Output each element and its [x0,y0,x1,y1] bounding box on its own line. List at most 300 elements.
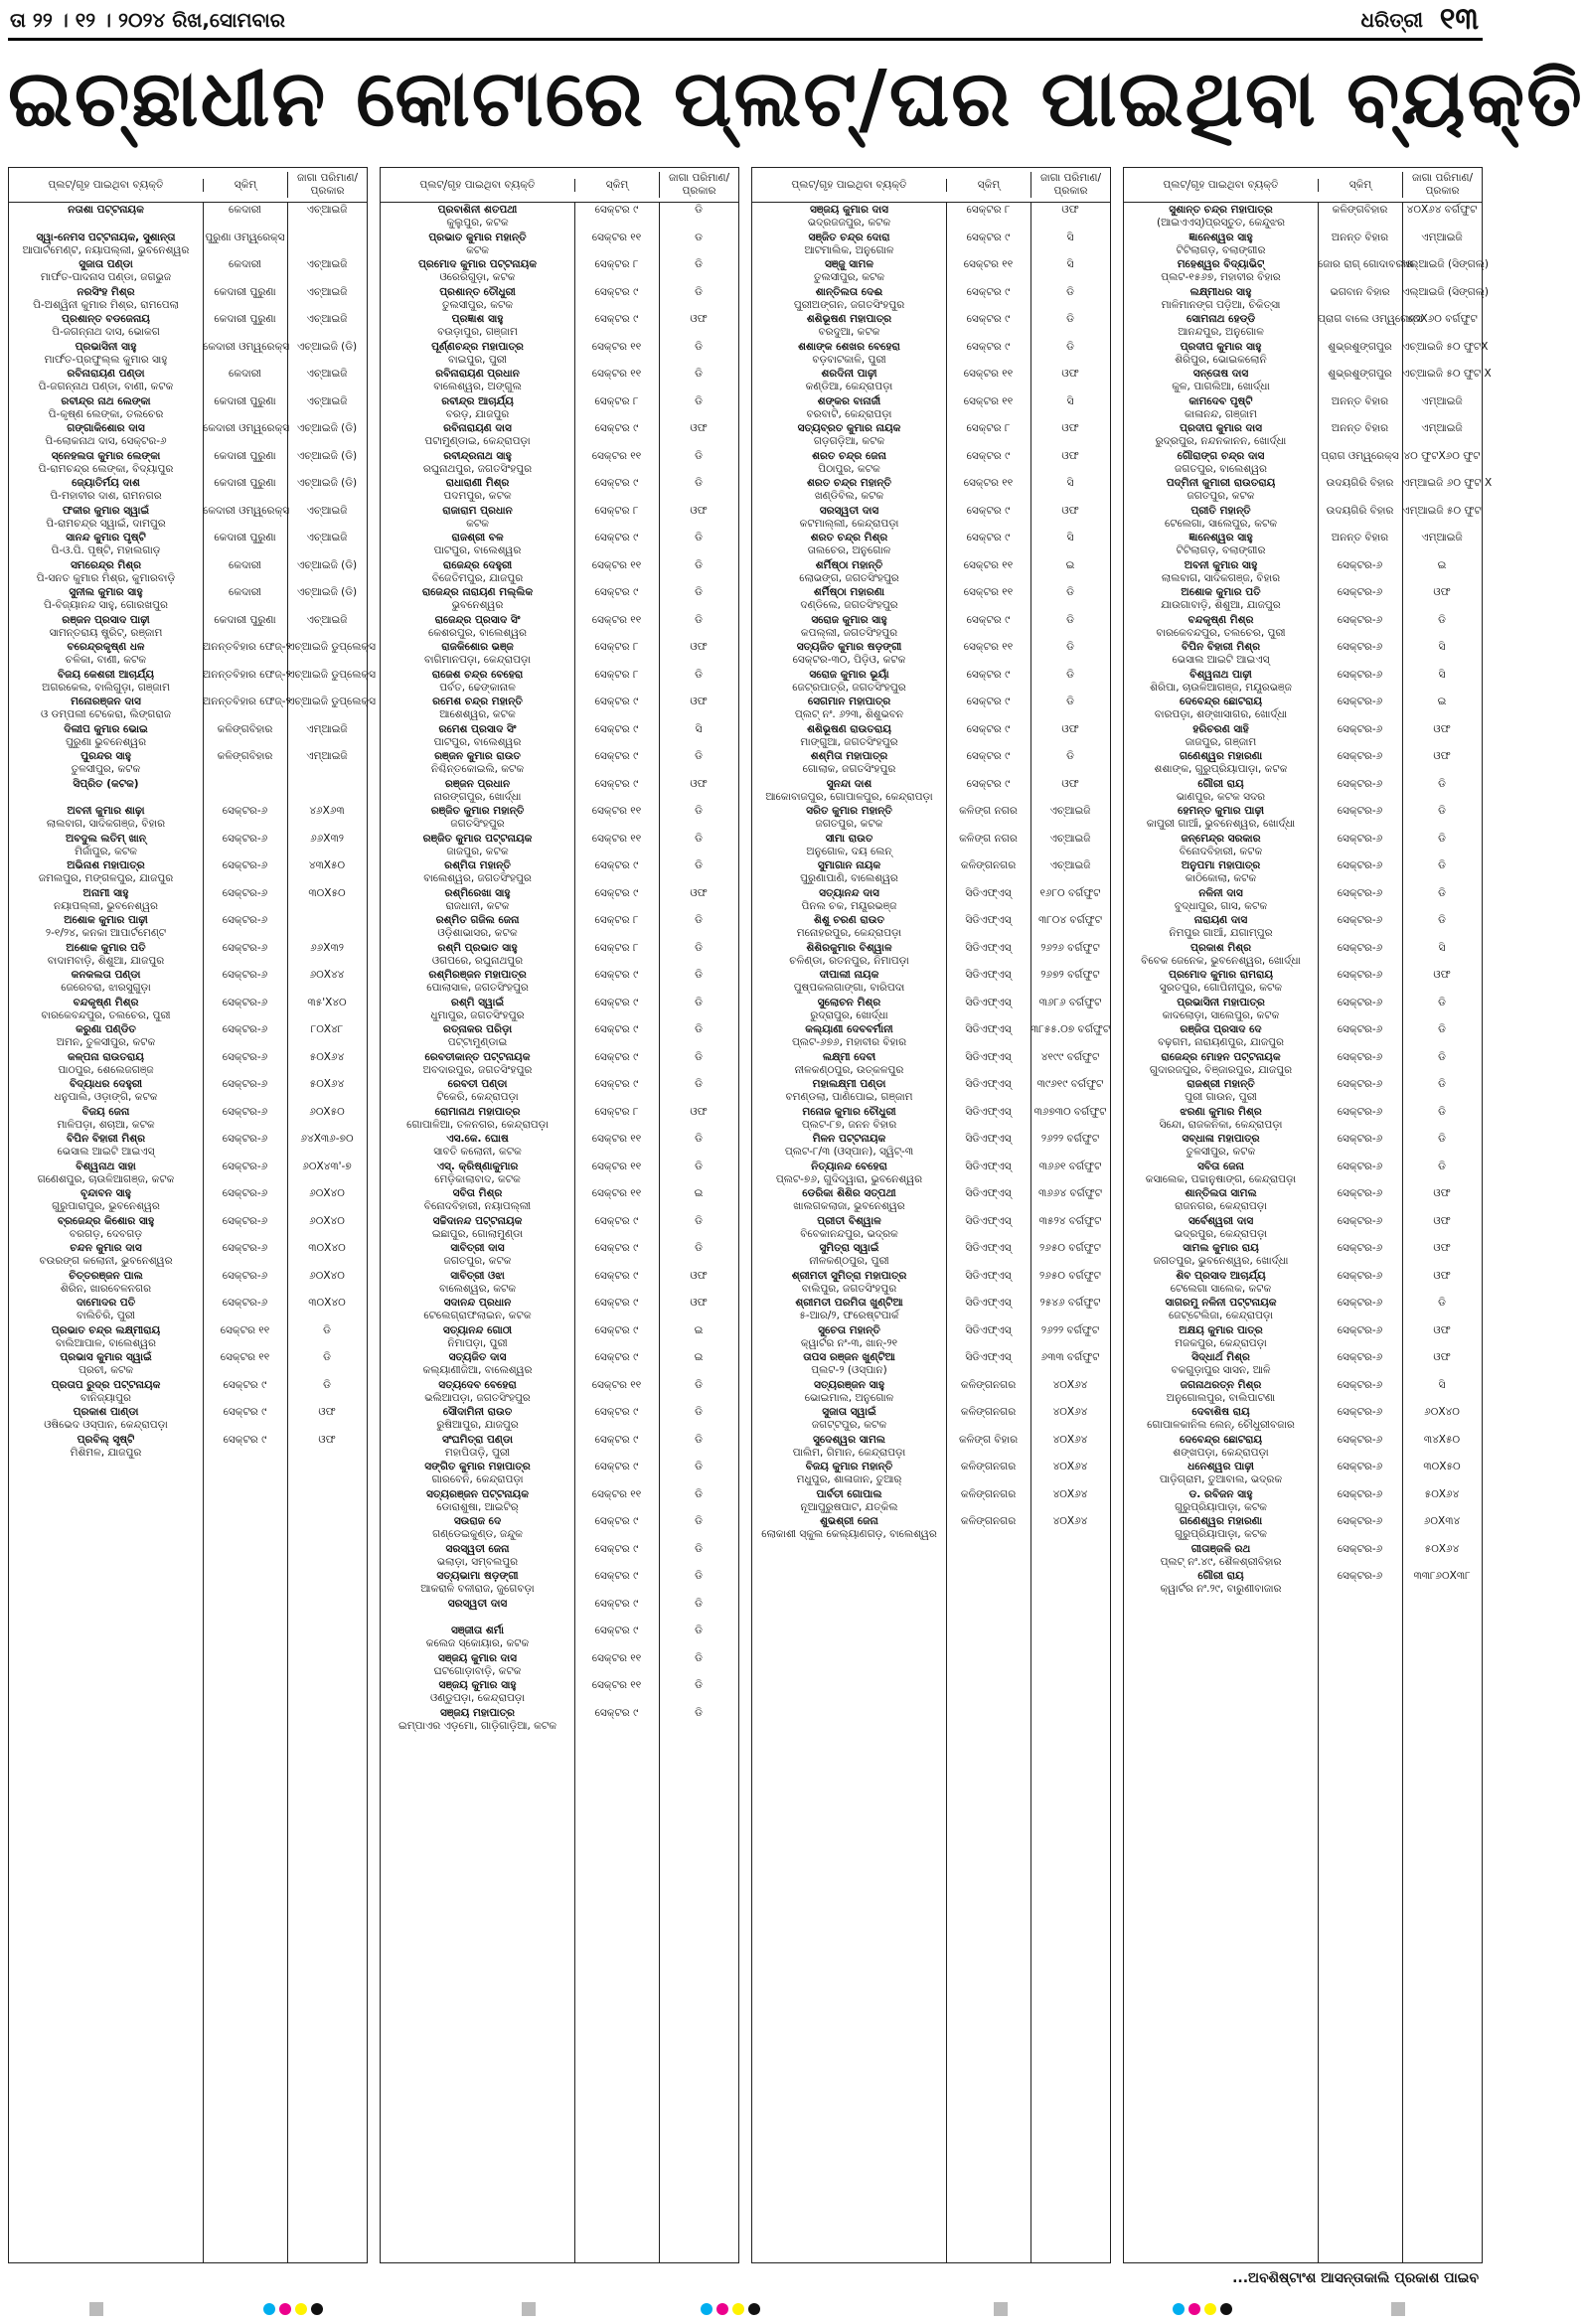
scheme-cell: କେଦାରୀ ଓମ୍ୱ୍ରେକ୍ସ [203,422,290,434]
allottee-name: ପ୍ରୀତୀ ବିଶ୍ୱାଳ [817,1214,881,1227]
allottee-address: ପୁଷ୍ପକଲଗାଙ୍ଗା, ବାରିପଦା [793,982,905,994]
scheme-cell: ସେକ୍ଟର-୬ [222,805,268,817]
scheme-cell: ସେକ୍ଟର-୬ [1337,1050,1383,1063]
allottee-name: ଗଙ୍ଗାକିଶୋର ଦାସ [67,422,145,434]
table-row [9,203,367,231]
black-dot [748,2303,760,2315]
allottee-name: ଶର୍ମିଷ୍ଠା ମହାନ୍ତି [815,558,883,571]
allottee-address: ଗୁରୁପ୍ରିୟାପାଡ଼ା, କଟକ [1175,1528,1267,1540]
plot-size-cell: ଏମ୍ଆଇଜି [306,750,348,762]
scheme-cell: କଳିଙ୍ଗ ନଗର [959,832,1018,845]
allottee-address: ବଉଡ଼ାପୁର, ଗଞ୍ଜାମ [437,326,518,338]
allottee-address: ବାଗିମାନପଡ଼ା, କେନ୍ଦ୍ରାପଡ଼ା [423,654,532,666]
table-row [1124,722,1482,750]
allottee-address: ପଟ୍ଟାମୁଣ୍ଡାଇ [447,1036,508,1048]
table-row [1124,1186,1482,1214]
table-row [752,531,1110,558]
plot-size-cell: ୪୦X୬୪ [1052,1515,1088,1527]
scheme-cell: ସେକ୍ଟର-୬ [1337,777,1383,790]
allottee-cell [9,558,203,585]
allottee-address: ବିଜେତିମପୁର, ଯାଜପୁର [431,571,524,584]
allottee-cell [9,476,203,503]
scheme-cell: ସେକ୍ଟର ୧୧ [591,558,642,571]
allottee-cell [9,668,203,695]
allottee-cell [381,1460,574,1486]
allottee-cell [9,449,203,476]
column-header [9,168,367,203]
scheme-cell: ସେକ୍ଟର ୯ [594,1023,639,1035]
allottee-cell [381,1105,574,1132]
scheme-cell: ସେକ୍ଟର ୧୧ [591,1187,642,1199]
allottee-name: ସରୋଜ କୁମାର ଭୂୟାଁ [809,668,889,681]
allottee-name: ସଞ୍ଜୟ କୁମାର ଦାସ [437,1651,518,1664]
allottee-cell [752,340,946,367]
plot-size-cell: ଡି [695,1133,703,1145]
allottee-address: ବିନୋଦବିହାରୀ, ନୟାପଲ୍ଲୀ [423,1200,532,1212]
allottee-name: ଅଶୋକ କୁମାର ପତି [66,941,146,954]
plot-size-cell: ଡି [695,996,703,1008]
allottee-name: ଏସ.କେ. ଘୋଷ [446,1133,509,1145]
plot-size-cell: ସି [1438,941,1446,954]
table-row [752,1296,1110,1323]
allottee-address: ବିବେକାନନ୍ଦପୁର, ଭଦ୍ରକ [800,1227,898,1240]
scheme-cell: ସିଡିଏଫ୍ଏସ୍ [965,1214,1012,1227]
allottee-cell [381,421,574,448]
plot-size-cell: ସି [1066,231,1074,243]
allottee-name: ରୋମାନାଥ ମହାପାତ୍ର [434,1105,521,1118]
scheme-cell: ସେକ୍ଟର ୮ [966,204,1011,216]
plot-size-cell: ଡି [1438,1078,1446,1090]
plot-size-cell: ୪୦X୬୦ ବର୍ଗଫୁଟ [1406,313,1478,325]
allottee-address: ବାଲିପୁର, ଜଗତସିଂହପୁର [801,1282,897,1295]
allottee-cell [9,804,203,831]
yellow-dot [1204,2303,1216,2315]
allottee-name: ସତ୍ୟଜିତ କୁମାର ଷଡ଼ଙ୍ଗୀ [796,641,902,653]
table-row [1124,1323,1482,1351]
scheme-cell: କେଦାରୀ ପୁରୁଣା [214,313,276,325]
allottee-address: ଆକୋବାଜପୁର, ଗୋପାଳପୁର, କେନ୍ଦ୍ରାପଡ଼ା [765,790,933,803]
allottee-address: ଇମ୍ପାଏର ଏଡ଼ମୋ, ଗାଡ଼ିଗାଡ଼ିଆ, କଟକ [398,1719,556,1732]
scheme-cell: ଉଦୟଗିରି ବିହାର [1326,477,1394,489]
plot-size-cell: ଡି [1438,914,1446,926]
table-row [1124,1077,1482,1105]
allottee-address: ଜଗଟ୍ଟପୁର, କଟକ [811,1419,887,1431]
allottee-address: ଆନନ୍ଦପୁର, ଅନୁଗୋଳ [1178,326,1264,338]
allottee-name: ଶରତ ଚନ୍ଦ୍ର ମହାନ୍ତି [806,477,891,489]
allottee-address: ନାରଙ୍ଗପୁର, ଖୋର୍ଦ୍ଧା [433,790,522,803]
allottee-address: ଇଛାପୁର, ଗୋଲାମୁଣ୍ଡା [431,1227,524,1240]
plot-size-cell: ଏଚ୍ଆଇଜି ଡୁପ୍ଲେକ୍ସ [287,641,376,653]
header-scheme: ସ୍କିମ୍ [946,179,1030,192]
allottee-cell [381,1050,574,1077]
allottee-cell [1124,1460,1318,1486]
plot-size-cell: ଏଚ୍ଆଇଜି [1049,859,1091,871]
allottee-name: କରୁଣା ପଣ୍ଡିତ [76,1023,136,1035]
table-row [1124,749,1482,777]
allottee-cell [381,1077,574,1104]
plot-size-cell: ଡି [1438,996,1446,1008]
allottee-address: ପାଟପୁର, ବାଲେଶ୍ୱର [433,735,522,748]
allottee-cell [1124,312,1318,339]
allottee-cell [9,531,203,557]
allottee-address: ୫-ଆର/୨, ଫରେଷ୍ଟପାର୍କ [799,1310,899,1321]
scheme-cell: ସେକ୍ଟର ୮ [594,941,639,954]
allottee-address: ନୂଆପୁରୁଷପାଟ, ଯତ୍କିଲ [800,1500,898,1513]
allottee-cell [752,1323,946,1350]
registration-marks-6 [1173,2301,1232,2317]
plot-size-cell: ଡି [1066,750,1074,762]
allottee-cell [752,1487,946,1514]
scheme-cell: ସେକ୍ଟର ୯ [594,696,639,707]
allottee-name: ସୁଶାନ୍ତ ଚନ୍ଦ୍ର ମହାପାତ୍ର [1169,204,1273,216]
plot-size-cell: ୩୮୦୪ ବର୍ଗଫୁଟ [1038,914,1102,926]
allottee-address: ଗୋଲାକ, ଜଗତସିଂହପୁର [802,763,896,775]
scheme-cell: ସିଡିଏଫ୍ଏସ୍ [965,1187,1012,1199]
table-row [381,1597,738,1625]
column-header [381,168,738,203]
allottee-name: ନତାଶା ପଟ୍ଟନାୟକ [68,204,144,216]
allottee-address: ତୁଲସୀପୁର, କଟକ [441,298,514,311]
allottee-name: ସବିତା ଜେନା [1197,1160,1244,1172]
table-row [752,394,1110,422]
table-row [381,340,738,368]
allottee-address: ଧନୁପାଲି, ଓଡ଼ାଙ୍ଗି, କଟକ [54,1091,158,1103]
table-row [9,613,367,641]
allottee-address: ରୁଷିଆପୁର, ଯାଜପୁର [436,1419,519,1431]
scheme-cell: ସେକ୍ଟର-୬ [1337,969,1383,981]
allottee-cell [752,1050,946,1077]
plot-size-cell: ୪୦X୬୪ [1052,1487,1088,1500]
allottee-cell [9,312,203,339]
table-row [1124,1350,1482,1378]
table-column-4 [1123,167,1493,2263]
allottee-address: ରାଜଧାନୀ, କଟକ [445,899,510,912]
table-row [1124,312,1482,340]
allottee-address: ପାଡ଼ିଗ୍ରାମ, ତୁଆବାଲ, ଭଦ୍ରକ [1159,1473,1283,1485]
allottee-address: ଖାଲଗକଲାଜା, ଭୁବନେଶ୍ୱର [793,1200,905,1212]
allottee-name: ଶିବ ପ୍ରସାଦ ଆଚାର୍ଯ୍ୟ [1176,1269,1266,1282]
column-header [1124,168,1482,203]
table-row [1124,1296,1482,1323]
table-body [752,203,1110,1542]
allottee-address: ବିନୋଦବିହାରୀ, କଟକ [1179,845,1263,857]
plot-size-cell: ସି [695,722,703,735]
allottee-cell [381,1624,574,1650]
allottee-address: ରୁଦ୍ରପୁର, ନନ୍ଦନକାନନ, ଖୋର୍ଦ୍ଧା [1155,435,1287,447]
table-row [1124,203,1482,231]
table-row [752,1269,1110,1297]
scheme-cell: ସେକ୍ଟର ୮ [594,668,639,681]
allottee-address: ଭୋଇମାଲ, ଅନୁଗୋଳ [804,1391,894,1404]
allottee-address: ଲୋଭଙ୍ଗ, ଜଗତସିଂହପୁର [799,571,899,584]
plot-size-cell: ୩୫୨୪ ବର୍ଗଫୁଟ [1038,1214,1102,1227]
allottee-address: କୁଳ, ପାଗଲିଆ, ଖୋର୍ଦ୍ଧା [1172,381,1270,392]
allottee-cell [752,1514,946,1541]
allottee-cell [381,558,574,585]
allottee-cell [1124,585,1318,612]
allottee-address: ପ୍ଲଟ-୬୭୬, ମହାବୀର ବିହାର [791,1036,907,1048]
table-row [752,257,1110,285]
table-row [752,858,1110,886]
allottee-name: ବିଶ୍ୱନାଥ ପାଢ଼ୀ [1189,668,1252,681]
scheme-cell: ସେକ୍ଟର-୬ [1337,558,1383,571]
plot-size-cell: ଡି [695,805,703,817]
plot-size-cell: ଏଚ୍ଆଇଜି (ଡି) [296,558,358,571]
table-row [9,1323,367,1351]
allottee-cell [1124,1269,1318,1296]
allottee-name: ପ୍ରଶାନ୍ତ ବଡଜେନାୟ [62,313,150,325]
allottee-address: ଭଦ୍ରଜଜପୁର, କଟକ [807,217,891,229]
table-row [381,476,738,504]
allottee-name: ଜ୍ୟୋତିର୍ମୟ ଦାଶ [72,477,140,489]
plot-size-cell: ୪୦X୬୪ ବର୍ଗଫୁଟ [1406,204,1478,216]
table-row [381,531,738,558]
scheme-cell: ସେକ୍ଟର-୬ [1337,1487,1383,1500]
table-row [1124,1514,1482,1542]
allottee-address: ପ୍ଲଟ-୨ (ଓସ୍ପାନ) [811,1364,887,1376]
allottee-address: ଚଳିଣ୍ଡା, ରତନପୁର, ନିମାପଡ଼ା [789,954,909,967]
plot-size-cell: ୬୦X୪୦ [1424,1406,1460,1418]
scheme-cell: କଳିଙ୍ଗନଗର [960,1487,1017,1500]
allottee-name: ପ୍ରୀତି ମହାନ୍ତି [1190,504,1251,517]
allottee-address: ଅଗରକେଲ, ବାଲିଗୁଡ଼ା, ଗଞ୍ଜାମ [42,681,170,694]
table-row [381,1241,738,1269]
scheme-cell: କେଦାରୀ ପୁରୁଣା [214,285,276,298]
allottee-address: ଭେସାଲ ଆଇଟି ଆଇଏସ୍ [1172,654,1270,666]
allottee-name: ବିଶ୍ୱନାଥ ସାହା [76,1160,136,1172]
allottee-cell [1124,285,1318,312]
allottee-cell [381,1405,574,1432]
scheme-cell: ସେକ୍ଟର ୯ [966,340,1011,353]
allottee-cell [752,1405,946,1432]
scheme-cell: ସେକ୍ଟର ୧୧ [591,1160,642,1172]
plot-size-cell: ଇ [1437,696,1447,707]
scheme-cell: ସିଡିଏଫ୍ଏସ୍ [965,1133,1012,1145]
allottee-cell [752,1160,946,1186]
scheme-cell: ସେକ୍ଟର ୯ [594,777,639,790]
allottee-address: ଓଣ୍ଡୁପଡ଼ା, କେନ୍ଦ୍ରାପଡ଼ା [430,1692,525,1704]
scheme-cell: ସେକ୍ଟର-୬ [1337,1570,1383,1582]
allottee-cell [381,968,574,995]
allottee-cell [381,585,574,612]
header-scheme: ସ୍କିମ୍ [574,179,659,192]
plot-size-cell: ଡି [1438,1297,1446,1309]
scheme-cell: ସେକ୍ଟର-୬ [1337,1160,1383,1172]
allottee-cell [752,858,946,885]
allottee-cell [9,285,203,312]
table-row [381,421,738,449]
allottee-address: ଶିରିପୁର, ଭୋଇକଲୋନି [1175,353,1267,366]
table-row [1124,1022,1482,1050]
allottee-address: ବରଡ଼, ଯାଜପୁର [445,407,510,420]
header-scheme: ସ୍କିମ୍ [203,179,287,192]
allottee-cell [752,1378,946,1405]
scheme-cell: ସେକ୍ଟର-୬ [1337,914,1383,926]
allottee-address: ଜେଟ୍ଟେଲିଜା, କେନ୍ଦ୍ରାପଡ଼ା [1168,1310,1274,1321]
allottee-cell [381,1433,574,1460]
scheme-cell: ସେକ୍ଟର ୧୧ [963,394,1014,407]
allottee-address: ଓଗପରେ, ରଘୁନାଥପୁର [431,954,524,967]
table-row [752,421,1110,449]
plot-size-cell: ଏମ୍ଆଇଜି [1421,422,1463,434]
allottee-address: ସେକ୍ଟର-୩୦, ପିଡ଼ିଓ, କଟକ [792,654,906,666]
allottee-cell [381,504,574,531]
allottee-name: ଶରତ ଚନ୍ଦ୍ର ଜେନା [812,449,886,462]
allottee-name: ଡ. ରବିଜନ ସାହୁ [1188,1487,1253,1500]
allottee-name: ଶରତ ଚନ୍ଦ୍ର ମିଶ୍ର [810,532,888,543]
allottee-address: ତାଲଚେର, ଅନୁଗୋଳ [807,544,891,556]
allottee-cell [381,1378,574,1405]
scheme-cell: କଳିଙ୍ଗ ନଗର [959,805,1018,817]
scheme-cell: ସିଡିଏଫ୍ଏସ୍ [965,1078,1012,1090]
scheme-cell: ସେକ୍ଟର-୬ [1337,1351,1383,1363]
allottee-cell [9,1378,203,1405]
scheme-cell: ସେକ୍ଟର-୬ [222,886,268,899]
table-row [1124,421,1482,449]
registration-square [994,2302,1008,2316]
allottee-name: ରବୀନ୍ଦ୍ରନାଥ ସାହୁ [443,449,512,462]
scheme-cell: ସିଡିଏଫ୍ଏସ୍ [965,1050,1012,1063]
scheme-cell: କେଦାରୀ ଓମ୍ୱ୍ରେକ୍ସ [203,504,290,517]
allottee-name: ଶିଶିରକୁମାର ବିଶ୍ୱାଳ [806,941,892,954]
table-row [752,695,1110,722]
newspaper-name: ଧରିତ୍ରୀ [1360,8,1423,32]
allottee-name: ସଞ୍ଜୟ କୁମାର ସାହୁ [438,1679,517,1691]
table-row [381,203,738,231]
allottee-cell [1124,231,1318,257]
scheme-cell: ପୁରୁଣା ଓମ୍ୱ୍ରେକ୍ସ [205,231,285,243]
allottee-name: ସୁମାଗାନ ନାୟକ [817,859,881,871]
allottee-address: ପ୍ଲଟ-୭୬, ଗୁଦିଦ୍ୱାରା, ଭୁବନେଶ୍ୱର [775,1172,923,1185]
scheme-cell: ସେକ୍ଟର ୧୧ [963,586,1014,598]
scheme-cell: ଅନନ୍ତବିହାର ଫେଜ୍-୨ [203,696,291,707]
allottee-address: ନିଶ୍ଚିନ୍ତକୋଇଲି, କଟକ [430,763,525,775]
scheme-cell: ସେକ୍ଟର ୧୧ [591,1378,642,1391]
allottee-name: ରଞ୍ଜନ ପ୍ରଧାନ [444,777,511,790]
allottee-cell [381,640,574,667]
scheme-cell: ସେକ୍ଟର-୬ [222,914,268,926]
scheme-cell: ସେକ୍ଟର-୬ [222,996,268,1008]
allottee-cell [9,832,203,858]
table-row [9,832,367,859]
allottee-address: ପୁରୀ ଗାଉନ, ପୁରୀ [1185,1091,1257,1103]
scheme-cell: ସେକ୍ଟର-୬ [1337,1515,1383,1527]
allottee-name: ସରସ୍ୱତୀ ଦାସ [447,1597,508,1610]
table-row [752,968,1110,996]
allottee-cell [1124,1077,1318,1104]
scheme-cell: ସେକ୍ଟର ୯ [594,285,639,298]
scheme-cell: ସେକ୍ଟର ୯ [966,668,1011,681]
allottee-address: ଗୋପାଳକାନିଲ ଲେନ୍, ଚୌଧୁରୀବଜାର [1147,1419,1295,1431]
allottee-name: ରଶ୍ମିରଞ୍ଜନ ମହାପାତ୍ର [428,969,527,981]
scheme-cell: ସେକ୍ଟର-୬ [222,969,268,981]
plot-size-cell: ଡି [695,477,703,489]
table-row [1124,1433,1482,1461]
table-row [752,613,1110,641]
allottee-name: ଅଭିନାଶ ମହାପାତ୍ର [67,859,145,871]
allottee-name: ଶର୍ମିଷ୍ଠା ମହାରଣା [813,586,885,598]
table-row [1124,367,1492,394]
plot-size-cell: ୪୧୯୯ ବର୍ଗଫୁଟ [1040,1050,1100,1063]
scheme-cell: କେଦାରୀ [229,204,261,216]
allottee-cell [381,777,574,804]
plot-size-cell: ଡି [1066,641,1074,653]
plot-size-cell: ଡି [695,859,703,871]
allottee-address: ପ୍ଲଟ-୮/୩ (ଓସ୍ପାନ), ସ୍ୱିଟ୍-୩ [784,1146,914,1158]
header-scheme: ସ୍କିମ୍ [1318,179,1402,192]
allottee-address: ଭେସାଲ ଆଇଟି ଆଇଏସ୍ [57,1146,155,1158]
allottee-address: ପିଠାପୁର, କଟକ [818,462,880,475]
allottee-address: ନିମାପଡ଼ା, ପୁରୀ [447,1336,508,1349]
allottee-cell [381,941,574,968]
scheme-cell: ସେକ୍ଟର ୧୧ [591,1651,642,1664]
header-size: ଜାଗା ପରିମାଣ/ ପ୍ରକାର [1030,172,1110,198]
scheme-cell: ସେକ୍ଟର ୧୧ [591,1679,642,1691]
scheme-cell: ସିଡିଏଫ୍ଏସ୍ [965,1160,1012,1172]
scheme-cell: ପ୍ରାଗ ଓମ୍ୱ୍ରେକ୍ସ [1321,449,1399,462]
scheme-cell: ସେକ୍ଟର ୯ [223,1406,267,1418]
allottee-address: ମହାପିତାଡ଼ି, ପୁରୀ [444,1446,511,1459]
plot-size-cell: ୨୬୨୨ ବର୍ଗଫୁଟ [1040,1133,1100,1145]
plot-size-cell: ଡି [695,969,703,981]
scheme-cell: ସେକ୍ଟର-୬ [1337,722,1383,735]
allottee-name: ରଞ୍ଜିତ କୁମାର ମହାନ୍ତି [430,805,525,817]
allottee-address: ବାରକେବନ୍ଦପୁର, ତଲଚେର, ପୁରୀ [1156,626,1286,639]
table-row [1124,858,1482,886]
allottee-address: କ୍ୱାର୍ଟର ନଂ-୩, ଖାନ୍-୨୧ [800,1336,898,1349]
plot-size-cell: ଏମ୍ଆଇଜି [306,722,348,735]
registration-marks-7 [1391,2301,1405,2317]
scheme-cell: କେଦାରୀ ଓମ୍ୱ୍ରେକ୍ସ [203,340,290,353]
allottee-address: ବିବେକ ଜେନେକ, ଭୁବନେଶ୍ୱର, ଖୋର୍ଦ୍ଧା [1141,954,1301,967]
scheme-cell: ଅନନ୍ତ ବିହାର [1331,394,1389,407]
table-row [752,996,1110,1023]
allottee-cell [381,1269,574,1296]
plot-size-cell: ସି [1438,1378,1446,1391]
allottee-cell [1124,777,1318,804]
allottee-address: ଅନୁଗୋଳ, ଦୟ ଲେନ୍ [806,845,892,857]
table-row [1124,531,1482,558]
table-row [381,722,738,750]
table-row [1124,1132,1482,1160]
allotment-table [8,167,1493,2263]
table-column-2 [380,167,739,2263]
allottee-cell [381,695,574,721]
plot-size-cell: ଏଲ୍ଆଇଜି (ସିଙ୍ଗଲ୍) [1402,258,1489,270]
plot-size-cell [287,231,367,232]
allottee-cell [1124,1350,1318,1377]
allottee-address: ପଦମପୁର, କଟକ [443,490,512,502]
allottee-name: ସମରେନ୍ଦ୍ର ମିଶ୍ର [70,558,142,571]
allottee-name: ପ୍ରବିଲ୍ ସୃଷ୍ଟି [77,1433,135,1446]
scheme-cell: ସେକ୍ଟର-୬ [1337,1297,1383,1309]
allottee-cell [1124,668,1318,695]
table-row [1124,996,1482,1023]
plot-size-cell: ଏଚ୍ଆଇଜି [306,394,348,407]
scheme-cell: କେଦାରୀ [229,368,261,380]
scheme-cell: ସେକ୍ଟର-୬ [1337,1269,1383,1282]
allottee-name: ଅବଦୁଲ ଲତିମ୍ ଖାନ୍ [65,832,147,845]
allottee-cell [1124,421,1318,448]
allottee-cell [9,968,203,995]
plot-size-cell: ୬୦X୪୩'-୭ [302,1160,352,1172]
allottee-cell [752,285,946,312]
allottee-cell [1124,1241,1318,1268]
allottee-name: ଶାନ୍ତିଲତା ସାମଲ [1185,1187,1257,1199]
allottee-cell [381,394,574,421]
allottee-cell [1124,1186,1318,1213]
allottee-address: କାଠିକୋଲା, କଟକ [1185,872,1257,884]
